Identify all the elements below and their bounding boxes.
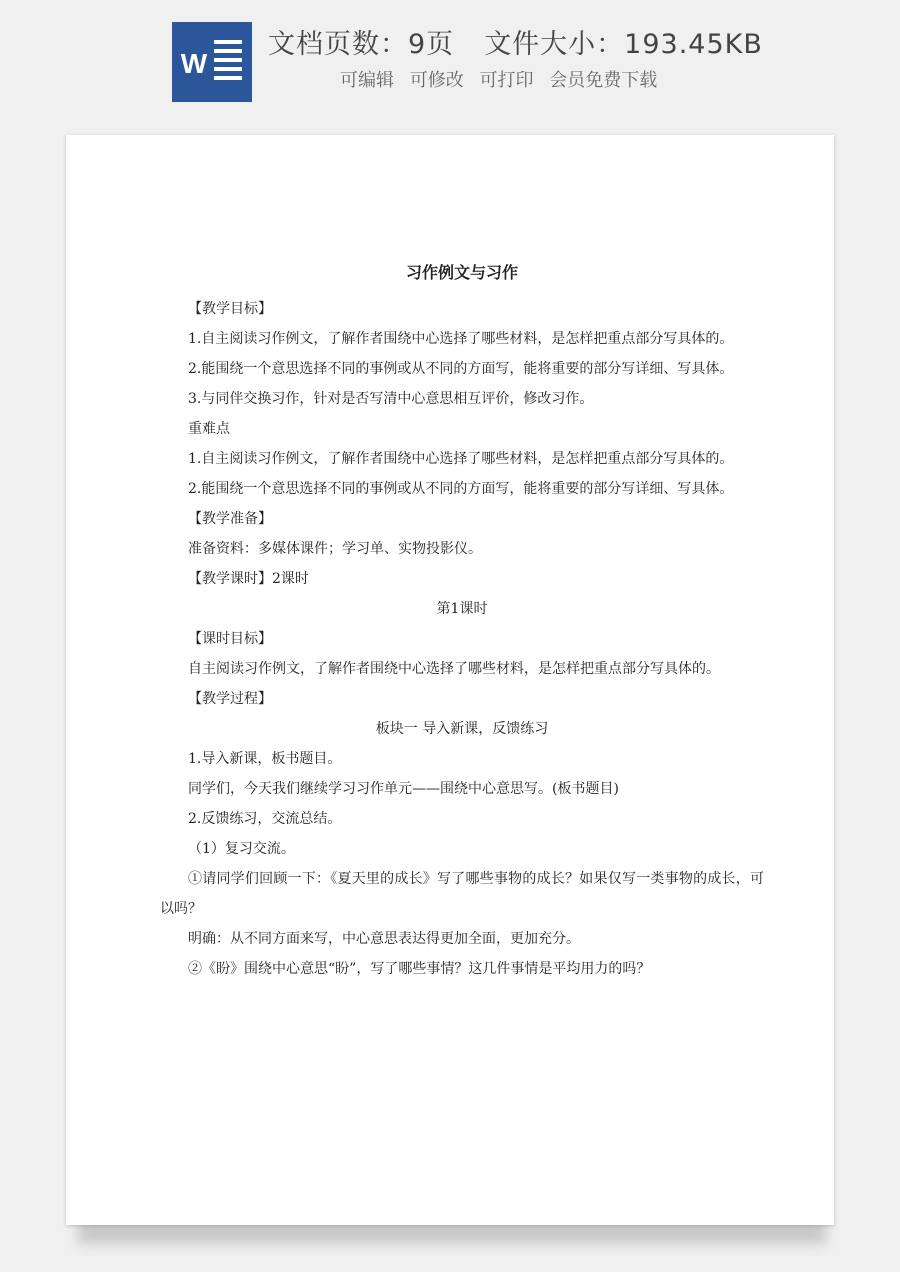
document-info-header bbox=[0, 0, 900, 130]
document-page bbox=[66, 135, 834, 1225]
word-document-icon bbox=[172, 22, 252, 102]
document-paragraph: 3.与同伴交换习作，针对是否写清中心意思相互评价，修改习作。 bbox=[188, 391, 594, 407]
document-paragraph: 【教学课时】2课时 bbox=[188, 571, 309, 587]
document-paragraph: 【教学准备】 bbox=[188, 511, 272, 527]
document-paragraph: ②《盼》围绕中心意思“盼”，写了哪些事情？这几件事情是平均用力的吗？ bbox=[188, 961, 651, 977]
feature-modifiable: 可修改 bbox=[409, 70, 464, 91]
document-paragraph: 板块一 导入新课，反馈练习 bbox=[375, 721, 549, 737]
document-paragraph: 第1课时 bbox=[436, 601, 488, 617]
document-paragraph: 重难点 bbox=[188, 421, 230, 437]
document-paragraph: 【教学目标】 bbox=[188, 301, 272, 317]
document-paragraph: 同学们，今天我们继续学习习作单元——围绕中心意思写。(板书题目) bbox=[188, 781, 619, 797]
document-paragraph: 【课时目标】 bbox=[188, 631, 272, 647]
document-paragraph: （1）复习交流。 bbox=[188, 841, 295, 857]
document-paragraph: 自主阅读习作例文，了解作者围绕中心选择了哪些材料，是怎样把重点部分写具体的。 bbox=[188, 661, 720, 677]
document-title: 习作例文与习作 bbox=[405, 263, 518, 282]
document-paragraph: 【教学过程】 bbox=[188, 691, 272, 707]
file-meta-line bbox=[268, 22, 763, 58]
document-paragraph: 2.能围绕一个意思选择不同的事例或从不同的方面写，能将重要的部分写详细、写具体。 bbox=[188, 361, 734, 377]
feature-editable: 可编辑 bbox=[340, 70, 394, 91]
document-paragraph: 1.自主阅读习作例文，了解作者围绕中心选择了哪些材料，是怎样把重点部分写具体的。 bbox=[188, 451, 734, 467]
document-paragraph: 1.自主阅读习作例文，了解作者围绕中心选择了哪些材料，是怎样把重点部分写具体的。 bbox=[188, 331, 734, 347]
document-paragraph: 2.反馈练习，交流总结。 bbox=[188, 811, 342, 827]
document-paragraph: 2.能围绕一个意思选择不同的事例或从不同的方面写，能将重要的部分写详细、写具体。 bbox=[188, 481, 734, 497]
page-count-label: 文档页数：9页 bbox=[268, 29, 455, 60]
feature-printable: 可打印 bbox=[479, 70, 534, 91]
document-paragraph: ①请同学们回顾一下：《夏天里的成长》写了哪些事物的成长？如果仅写一类事物的成长，可以吗？ bbox=[160, 871, 764, 917]
document-content bbox=[160, 260, 764, 984]
word-icon-lines bbox=[214, 40, 242, 86]
file-size-label: 文件大小：193.45KB bbox=[484, 29, 763, 60]
document-paragraph: 1.导入新课，板书题目。 bbox=[188, 751, 342, 767]
document-paragraph: 准备资料：多媒体课件；学习单、实物投影仪。 bbox=[188, 541, 482, 557]
feature-list bbox=[340, 66, 667, 92]
document-paragraph: 明确：从不同方面来写，中心意思表达得更加全面，更加充分。 bbox=[188, 931, 580, 947]
word-icon-letter: W bbox=[180, 48, 208, 79]
feature-member-download: 会员免费下载 bbox=[549, 70, 658, 91]
